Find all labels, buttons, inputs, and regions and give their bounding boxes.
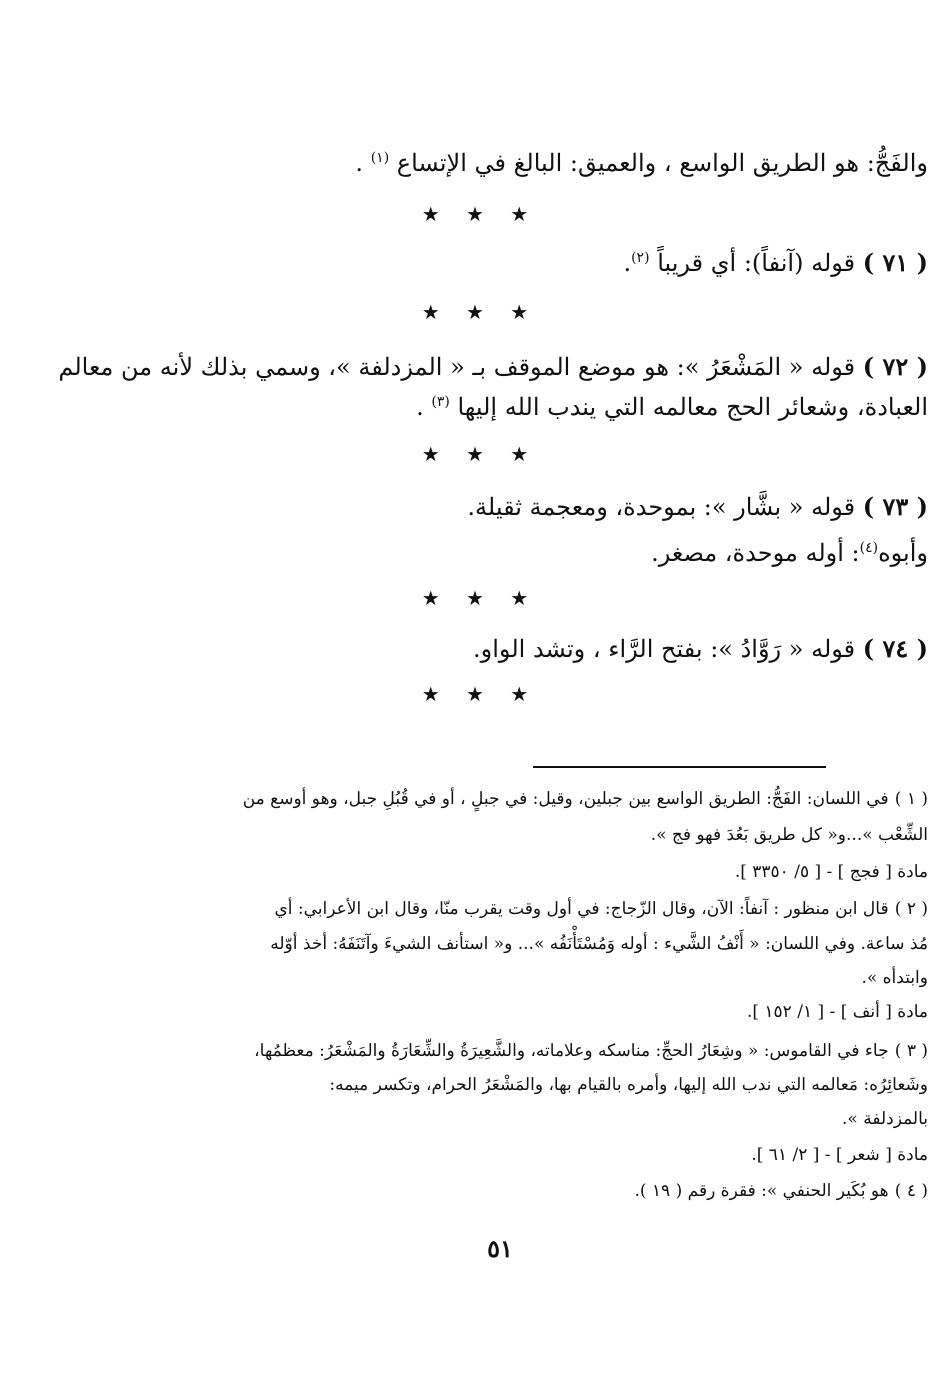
footnote-3-line-3: بالمزدلفة ». xyxy=(842,1109,928,1129)
entry-72-line-1 xyxy=(38,350,928,384)
entry-73-line-1 xyxy=(38,490,928,524)
footnote-1-mark: ( ١ ) xyxy=(894,789,928,809)
separator-stars: ★ ★ ★ xyxy=(421,682,539,706)
footnote-3-mark: ( ٣ ) xyxy=(894,1041,928,1061)
entry-72-line-2: العبادة، وشعائر الحج معالمه التي يندب الله إليها $^{(٣)}$ . xyxy=(416,393,928,421)
footnote-3-line-4: مادة [ شعر ] - [ ٢/ ٦١ ]. xyxy=(751,1145,928,1165)
footnote-3-line-1 xyxy=(96,1036,928,1067)
entry-71-number: ( ٧١ ) xyxy=(862,248,928,277)
footnote-separator xyxy=(533,766,826,768)
footnote-1-line-2: الشِّعْب »...و« كل طريق بَعُدَ فهو فج ». xyxy=(650,825,928,845)
text-line-fajj: والفَجُّ: هو الطريق الواسع ، والعميق: البالغ في الإتساع $^{(١)}$ . xyxy=(355,149,928,177)
footnote-2-line-2: مُذ ساعة. وفي اللسان: « أَنْفُ الشَّيء : أوله وَمُسْتَأْنَفُه »... و« استأنف الشيءَ وآتَنَفَهُ: أخذ أوّله xyxy=(270,934,928,954)
footnote-1-line-3: مادة [ فجج ] - [ ٥/ ٣٣٥٠ ]. xyxy=(734,862,928,882)
footnote-2-text-1: قال ابن منظور : آنفاً: الآن، وقال الزّجاج: في أول وقت يقرب منّا، وقال ابن الأعرابي: أي xyxy=(274,899,889,919)
footnote-2-line-4: مادة [ أنف ] - [ ١/ ١٥٢ ]. xyxy=(746,1002,928,1022)
footnote-3-line-2: وشَعائِرُه: مَعالمه التي ندب الله إليها، وأمره بالقيام بها، والمَشْعَرُ الحرام، وتكسر ميمه: xyxy=(329,1075,928,1095)
footnote-1-text-1: في اللسان: الفَجُّ: الطريق الواسع بين جبلين، وقيل: في جبلٍ ، أو في قُبُلِ جبل، وهو أوسع من xyxy=(242,789,889,809)
footnote-1-line-1 xyxy=(96,784,928,815)
footnote-4-line-1 xyxy=(96,1176,928,1207)
entry-74-text: قوله « رَوَّادُ »: بفتح الرَّاء ، وتشد الواو. xyxy=(473,635,856,663)
footnote-4-text-1: هو بُكَير الحنفي »: فقرة رقم ( ١٩ ). xyxy=(634,1181,889,1201)
footnote-2-mark: ( ٢ ) xyxy=(894,899,928,919)
footnote-ref-1: (١) xyxy=(370,150,390,166)
footnote-ref-4: (٤) xyxy=(859,540,879,556)
footnote-2-line-3: وابتدأه ». xyxy=(861,968,928,988)
entry-73-text-2a: وأبوه xyxy=(878,539,928,567)
page-number: ٥١ xyxy=(487,1234,513,1263)
entry-71-text: قوله (آنفاً): أي قريباً xyxy=(657,249,856,277)
entry-73-text-1: قوله « بشَّار »: بموحدة، ومعجمة ثقيلة. xyxy=(467,493,856,521)
separator-stars: ★ ★ ★ xyxy=(421,586,539,610)
footnote-4-mark: ( ٤ ) xyxy=(894,1181,928,1201)
separator-stars: ★ ★ ★ xyxy=(421,300,539,324)
entry-71: ( ٧١ ) قوله (آنفاً): أي قريباً $^{(٢)}$. xyxy=(623,248,928,277)
entry-73-line-2 xyxy=(138,536,928,570)
entry-72-text-1: قوله « المَشْعَرُ »: هو موضع الموقف بـ « المزدلفة »، وسمي بذلك لأنه من معالم xyxy=(58,353,856,381)
separator-stars: ★ ★ ★ xyxy=(421,202,539,226)
footnote-3-text-1: جاء في القاموس: « وشِعَارُ الحجِّ: مناسكه وعلاماته، والشَّعِيرَةُ والشِّعَارَةُ والمَشْعَرُ: معظمُها، xyxy=(254,1041,889,1061)
fajj-text: والفَجُّ: هو الطريق الواسع ، والعميق: البالغ في الإتساع xyxy=(396,149,928,177)
entry-72-text-2: العبادة، وشعائر الحج معالمه التي يندب الله إليها xyxy=(457,393,928,421)
footnote-2-line-1 xyxy=(96,894,928,925)
entry-73-text-2b: : أوله موحدة، مصغر. xyxy=(651,539,860,567)
entry-74-number: ( ٧٤ ) xyxy=(862,634,928,663)
footnote-ref-2: (٢) xyxy=(631,250,650,266)
separator-stars: ★ ★ ★ xyxy=(421,442,539,466)
entry-73-number: ( ٧٣ ) xyxy=(862,492,928,521)
footnote-ref-3: (٣) xyxy=(431,394,450,410)
entry-72-number: ( ٧٢ ) xyxy=(862,352,928,381)
entry-74 xyxy=(38,632,928,666)
